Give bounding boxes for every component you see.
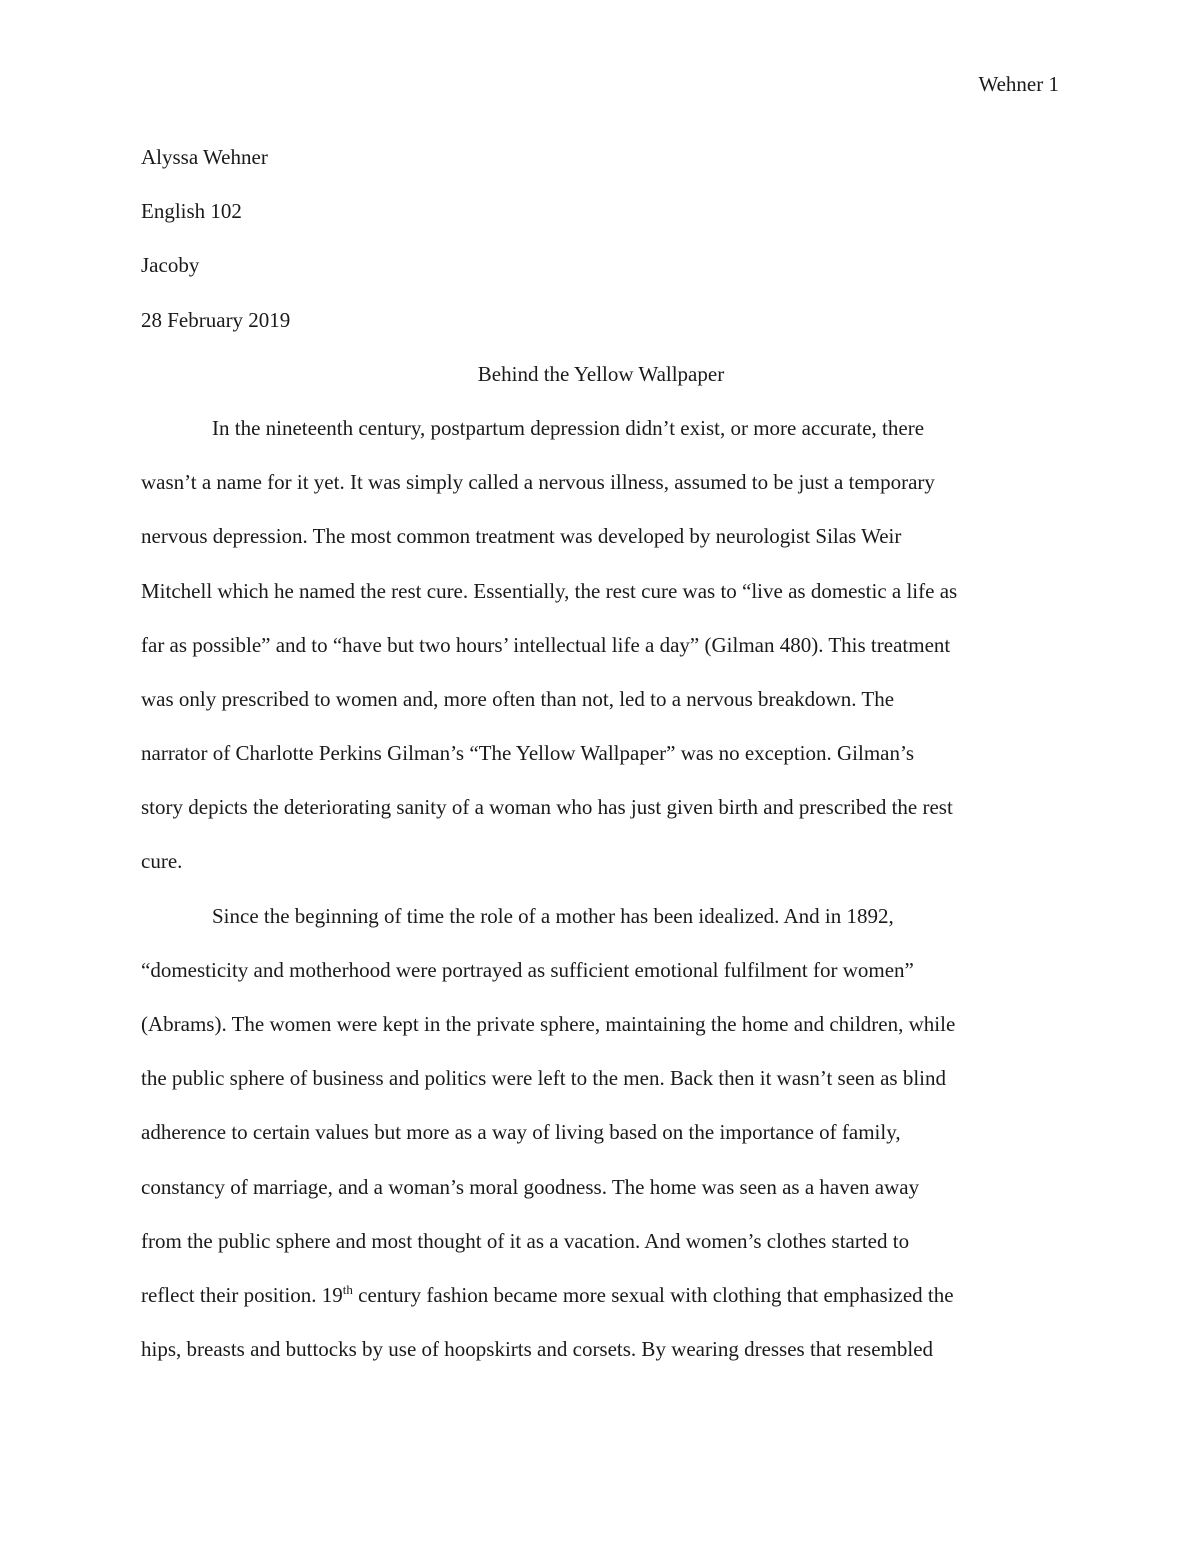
paragraph-1 xyxy=(141,413,1061,901)
course-name: English 102 xyxy=(141,199,242,224)
paragraph-line: Since the beginning of time the role of a mother has been idealized. And in 1892, xyxy=(212,903,894,928)
paragraph-line: story depicts the deteriorating sanity of a woman who has just given birth and prescribed the rest xyxy=(141,795,953,820)
paragraph-line: was only prescribed to women and, more often than not, led to a nervous breakdown. The xyxy=(141,686,895,711)
essay-body xyxy=(141,142,1061,1388)
essay-date: 28 February 2019 xyxy=(141,307,291,332)
paragraph-line: hips, breasts and buttocks by use of hoopskirts and corsets. By wearing dresses that resembled xyxy=(141,1337,934,1362)
instructor-name: Jacoby xyxy=(141,253,200,278)
paragraph-line: wasn’t a name for it yet. It was simply called a nervous illness, assumed to be just a temporary xyxy=(141,470,935,495)
paragraph-line: the public sphere of business and politics were left to the men. Back then it wasn’t seen as blind xyxy=(141,1066,947,1091)
line-text-before-superscript: reflect their position. 19 xyxy=(141,1282,343,1307)
paragraph-line: narrator of Charlotte Perkins Gilman’s “The Yellow Wallpaper” was no exception. Gilman’s xyxy=(141,741,914,766)
running-head: Wehner 1 xyxy=(978,72,1059,96)
author-name: Alyssa Wehner xyxy=(141,145,268,169)
line-text-after-superscript: century fashion became more sexual with clothing that emphasized the xyxy=(352,1282,954,1307)
paragraph-line: “domesticity and motherhood were portrayed as sufficient emotional fulfilment for women” xyxy=(141,957,914,982)
paragraph-line: Mitchell which he named the rest cure. Essentially, the rest cure was to “live as domestic a life as xyxy=(141,578,958,603)
essay-title: Behind the Yellow Wallpaper xyxy=(477,361,725,386)
paragraph-line: constancy of marriage, and a woman’s moral goodness. The home was seen as a haven away xyxy=(141,1174,920,1199)
paragraph-line: nervous depression. The most common treatment was developed by neurologist Silas Weir xyxy=(141,524,902,549)
paragraph-line: In the nineteenth century, postpartum depression didn’t exist, or more accurate, there xyxy=(212,415,925,440)
paragraph-line: from the public sphere and most thought of it as a vacation. And women’s clothes started to xyxy=(141,1228,910,1253)
paragraph-line: adherence to certain values but more as a way of living based on the importance of family, xyxy=(141,1120,901,1145)
paragraph-line: cure. xyxy=(141,849,183,874)
paragraph-line-with-superscript xyxy=(141,1280,1061,1334)
ordinal-superscript: th xyxy=(342,1281,353,1297)
paragraph-2 xyxy=(141,901,1061,1389)
paragraph-line: far as possible” and to “have but two hours’ intellectual life a day” (Gilman 480). This treatment xyxy=(141,632,951,657)
paragraph-line: (Abrams). The women were kept in the private sphere, maintaining the home and children, while xyxy=(141,1012,956,1036)
